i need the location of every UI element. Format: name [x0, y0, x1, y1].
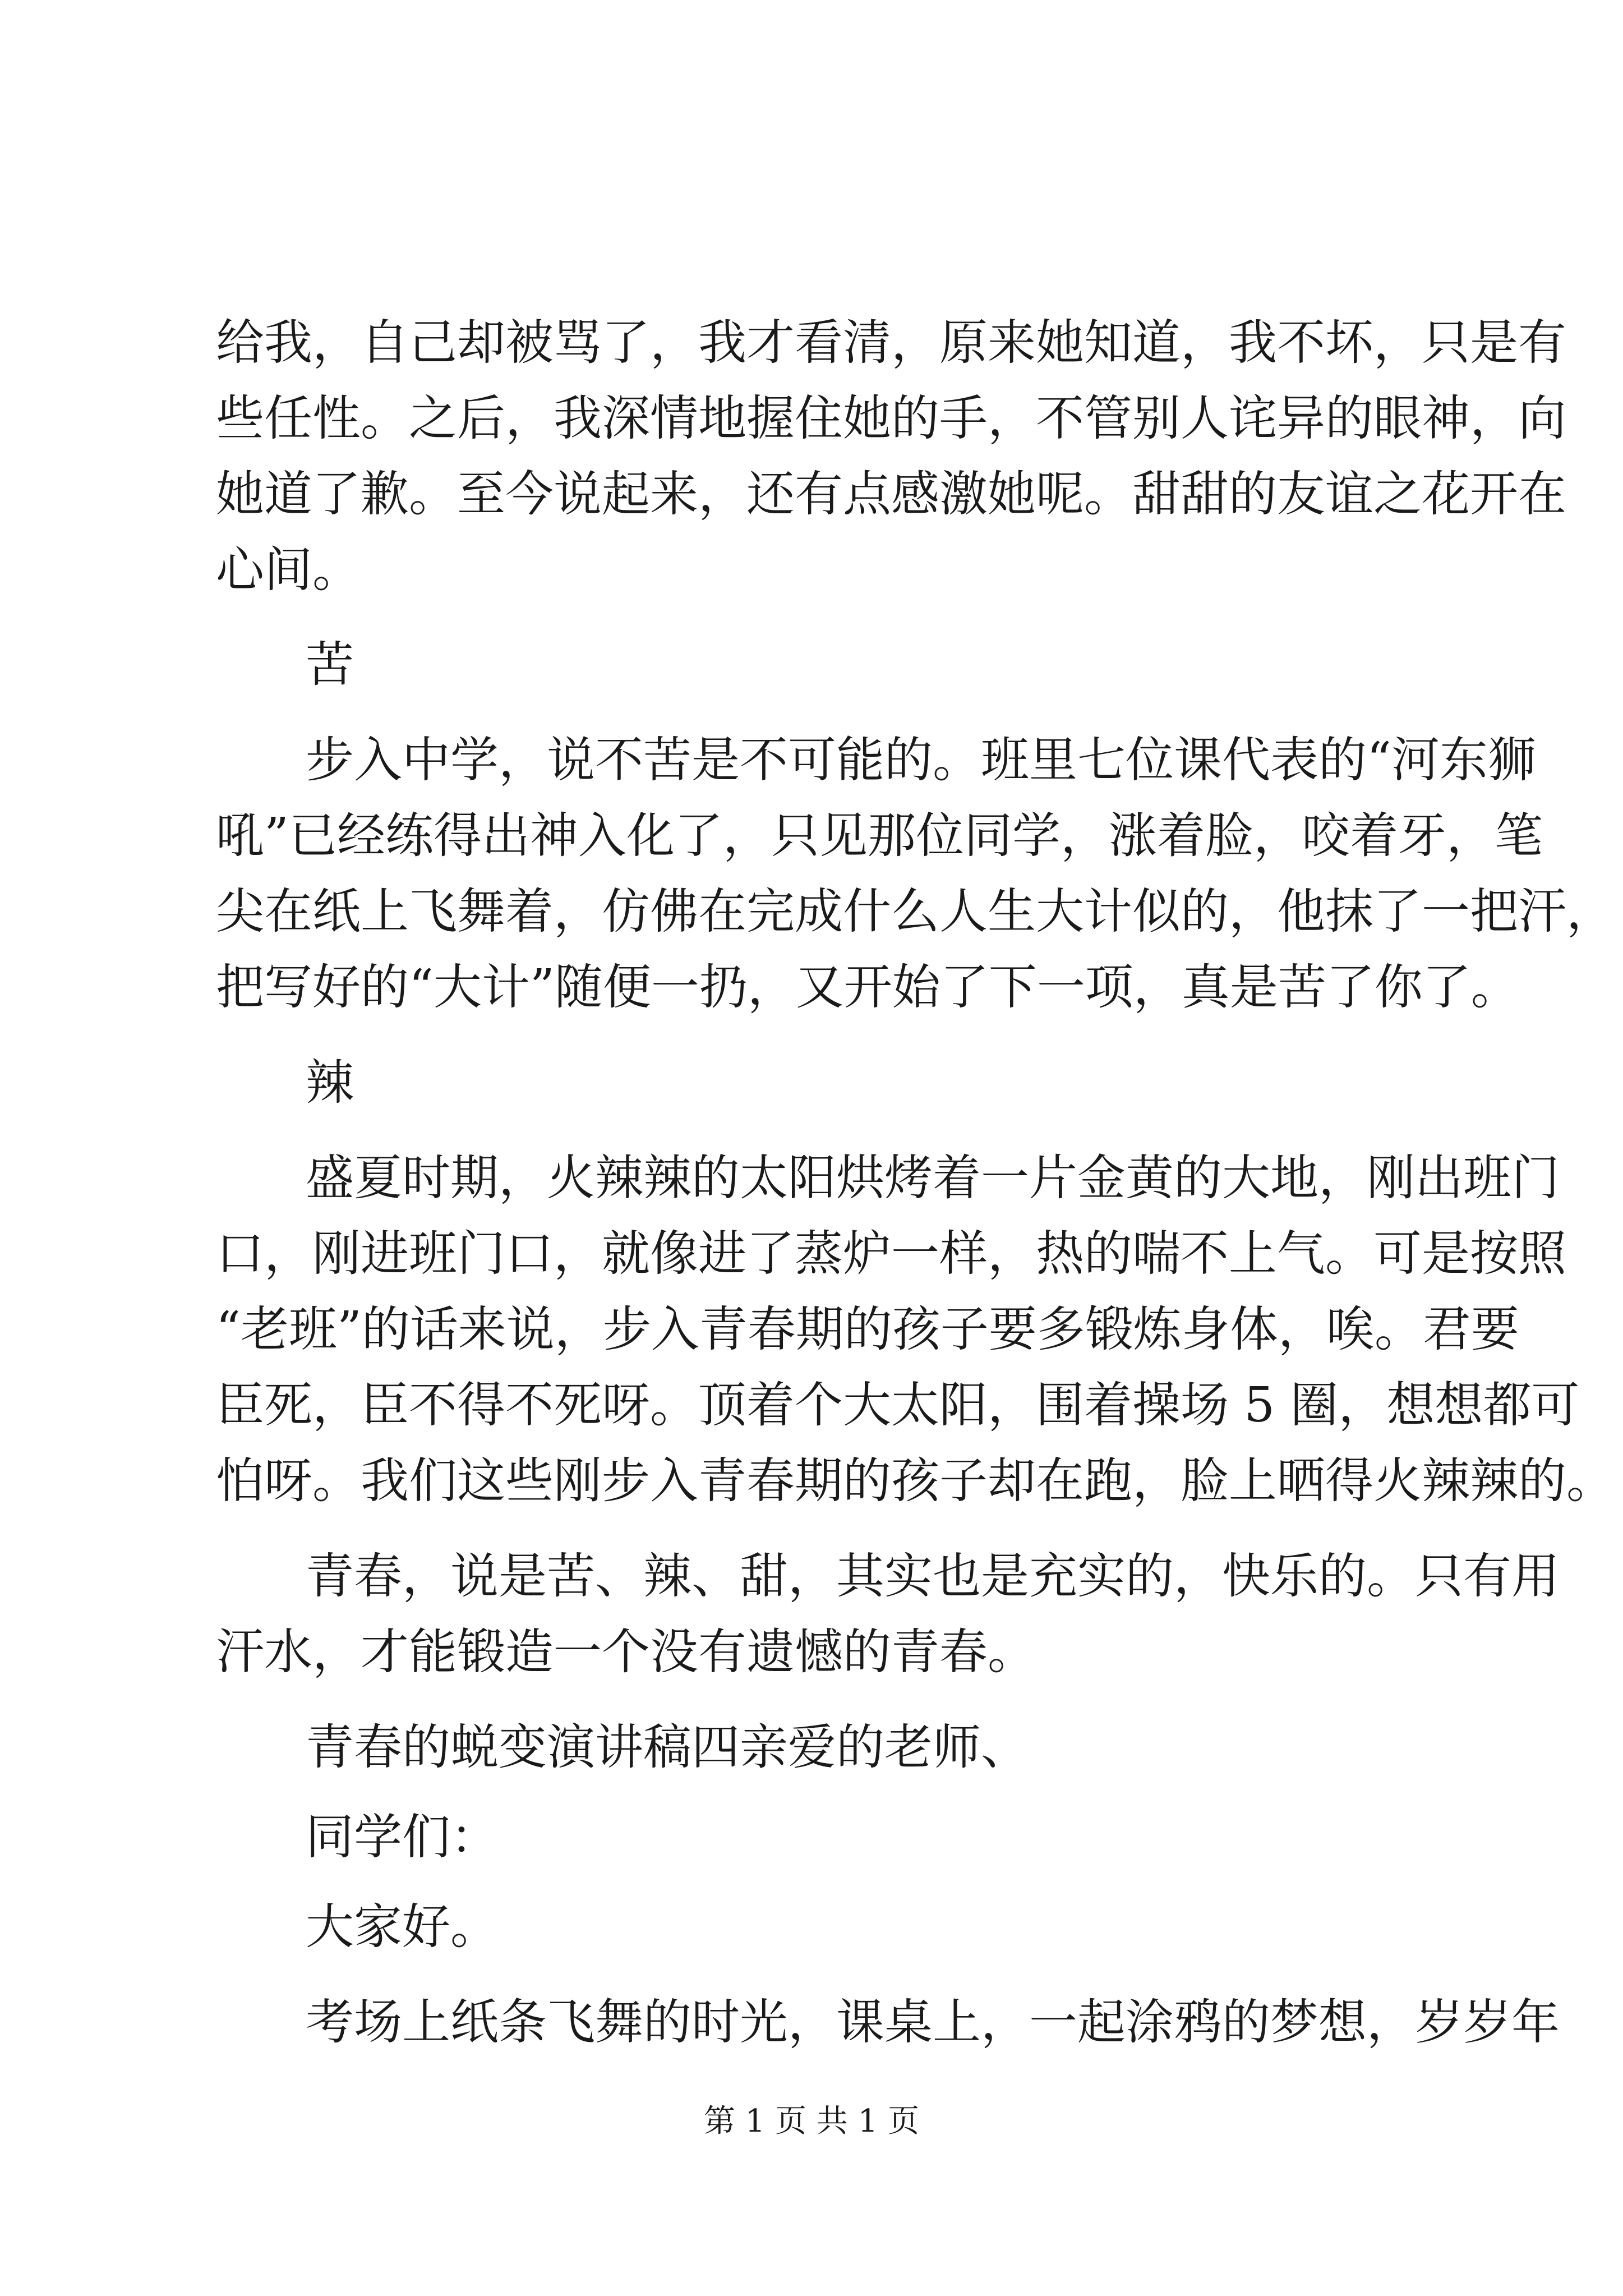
section-heading-la: 辣 [306, 1055, 354, 1111]
text-line: 些任性。之后，我深情地握住她的手，不管别人诧异的眼神，向 [216, 390, 1566, 447]
text-line: 步入中学，说不苦是不可能的。班里七位课代表的“河东狮 [306, 732, 1536, 788]
text-line: 她道了歉。至今说起来，还有点感激她呢。甜甜的友谊之花开在 [216, 466, 1566, 522]
text-line: 盛夏时期，火辣辣的太阳烘烤着一片金黄的大地，刚出班门 [306, 1150, 1560, 1206]
text-line: 怕呀。我们这些刚步入青春期的孩子却在跑，脸上晒得火辣辣的。 [216, 1453, 1615, 1509]
text-line: 把写好的“大计”随便一扔，又开始了下一项，真是苦了你了。 [216, 959, 1519, 1015]
text-line: 口，刚进班门口，就像进了蒸炉一样，热的喘不上气。可是按照 [216, 1226, 1566, 1282]
text-line: “老班”的话来说，步入青春期的孩子要多锻炼身体，唉。君要 [216, 1301, 1519, 1358]
greeting-line: 大家好。 [306, 1899, 499, 1955]
text-line: 吼”已经练得出神入化了，只见那位同学，涨着脸，咬着牙，笔 [216, 808, 1543, 864]
text-line: 汗水，才能锻造一个没有遗憾的青春。 [216, 1624, 1036, 1680]
greeting-line: 同学们： [306, 1809, 499, 1865]
text-line: 臣死，臣不得不死呀。顶着个大太阳，围着操场 5 圈，想想都可 [216, 1377, 1580, 1433]
page-footer: 第 1 页 共 1 页 [703, 2103, 920, 2139]
text-line: 心间。 [216, 542, 361, 598]
speech-title-line: 青春的蜕变演讲稿四亲爱的老师、 [306, 1719, 1029, 1775]
text-line: 考场上纸条飞舞的时光，课桌上，一起涂鸦的梦想，岁岁年 [306, 1994, 1560, 2050]
section-heading-ku: 苦 [306, 637, 354, 693]
text-line: 给我，自己却被骂了，我才看清，原来她知道，我不坏，只是有 [216, 315, 1566, 371]
text-line: 青春，说是苦、辣、甜，其实也是充实的，快乐的。只有用 [306, 1548, 1560, 1604]
text-line: 尖在纸上飞舞着，仿佛在完成什么人生大计似的，他抹了一把汗， [216, 884, 1615, 940]
